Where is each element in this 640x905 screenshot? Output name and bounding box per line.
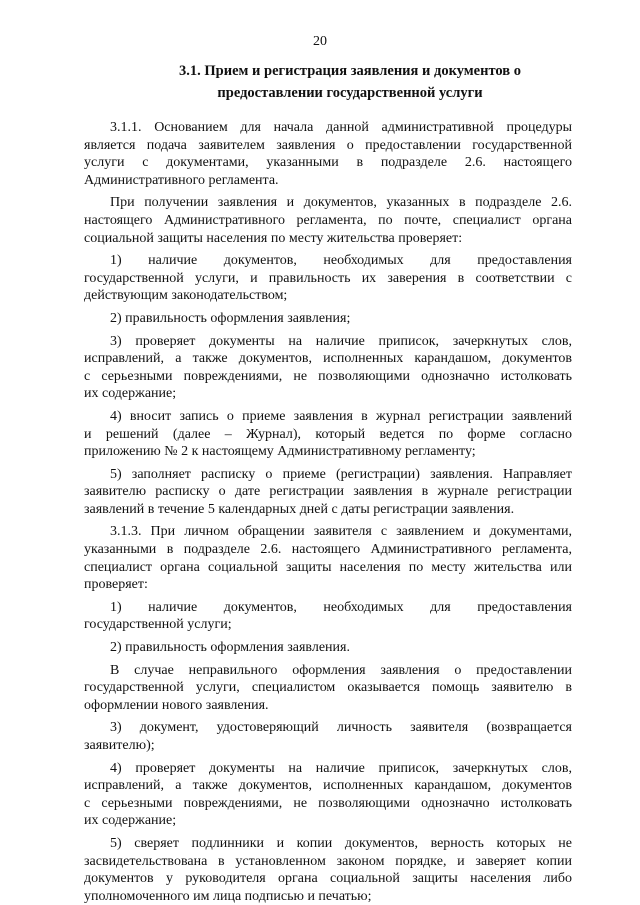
text-line: специалист органа социальной защиты населения по месту жительства или bbox=[84, 559, 572, 575]
text-line: государственной услуги; bbox=[84, 617, 232, 633]
text-line: проверяет: bbox=[84, 577, 148, 593]
text-line: указанными в подразделе 2.6. настоящего Административного регламента, bbox=[84, 542, 572, 558]
text-line: 2) правильность оформления заявления. bbox=[110, 640, 350, 656]
paragraph bbox=[84, 523, 572, 593]
text-line: засвидетельствована в установленном законом порядке, и заверяет копии bbox=[84, 853, 572, 869]
text-line: заявлений в течение 5 календарных дней с даты регистрации заявления. bbox=[84, 501, 515, 517]
section-heading bbox=[150, 60, 550, 104]
text-line: настоящего Административного регламента, по почте, специалист органа bbox=[84, 212, 572, 228]
paragraph bbox=[84, 662, 572, 715]
paragraph bbox=[84, 835, 572, 905]
text-line: услуги с документами, указанными в подразделе 2.6. настоящего bbox=[84, 155, 572, 171]
text-line: с серьезными повреждениями, не позволяющими однозначно истолковать bbox=[84, 368, 572, 384]
text-line: государственной услуги, специалистом оказывается помощь заявителю в bbox=[84, 680, 572, 696]
text-line: исправлений, а также документов, исполненных карандашом, документов bbox=[84, 778, 572, 794]
paragraph bbox=[84, 194, 572, 247]
text-line: заявителю расписку о дате регистрации заявления в журнале регистрации bbox=[84, 484, 572, 500]
text-line: В случае неправильного оформления заявления о предоставлении bbox=[110, 662, 572, 678]
text-line: заявителю); bbox=[84, 738, 155, 753]
text-line: 2) правильность оформления заявления; bbox=[110, 310, 351, 326]
text-line: 5) сверяет подлинники и копии документов, верность которых не bbox=[110, 835, 572, 851]
text-line: 5) заполняет расписку о приеме (регистрации) заявления. Направляет bbox=[110, 466, 572, 482]
text-line: 4) вносит запись о приеме заявления в журнал регистрации заявлений bbox=[110, 408, 572, 424]
text-line: социальной защиты населения по месту жительства проверяет: bbox=[84, 230, 463, 246]
text-line: с серьезными повреждениями, не позволяющими однозначно истолковать bbox=[84, 795, 572, 811]
text-line: 3.1.1. Основанием для начала данной административной процедуры bbox=[110, 120, 572, 135]
paragraph bbox=[84, 310, 572, 328]
paragraph bbox=[84, 599, 572, 634]
text-line: 4) проверяет документы на наличие приписок, зачеркнутых слов, bbox=[110, 760, 572, 776]
text-line: уполномоченного им лица подписью и печатью; bbox=[84, 888, 372, 904]
text-line: приложению № 2 к настоящему Административному регламенту; bbox=[84, 444, 476, 460]
text-line: При получении заявления и документов, указанных в подразделе 2.6. bbox=[110, 195, 572, 211]
text-line: документов у руководителя органа социальной защиты населения либо bbox=[84, 871, 572, 887]
paragraph bbox=[84, 639, 572, 657]
paragraph bbox=[84, 119, 572, 189]
text-line: 3) проверяет документы на наличие приписок, зачеркнутых слов, bbox=[110, 333, 572, 349]
paragraph bbox=[84, 719, 572, 754]
text-line: и решений (далее – Журнал), который ведется по форме согласно bbox=[84, 426, 572, 442]
text-line: их содержание; bbox=[84, 813, 177, 829]
text-line: 3) документ, удостоверяющий личность заявителя (возвращается bbox=[110, 720, 572, 736]
text-line: государственной услуги, и правильность их заверения в соответствии с bbox=[84, 270, 572, 286]
text-line: действующим законодательством; bbox=[84, 288, 288, 304]
paragraph bbox=[84, 252, 572, 305]
paragraph bbox=[84, 408, 572, 461]
text-line: 1) наличие документов, необходимых для предоставления bbox=[110, 253, 572, 269]
document-body bbox=[84, 119, 572, 905]
text-line: Административного регламента. bbox=[84, 172, 279, 188]
text-line: оформлении нового заявления. bbox=[84, 697, 269, 713]
paragraph bbox=[84, 760, 572, 830]
page-number: 20 bbox=[313, 34, 327, 49]
paragraph bbox=[84, 333, 572, 403]
text-line: исправлений, а также документов, исполненных карандашом, документов bbox=[84, 351, 572, 367]
heading-line: 3.1. Прием и регистрация заявления и документов о bbox=[179, 63, 521, 79]
text-line: 1) наличие документов, необходимых для предоставления bbox=[110, 599, 572, 615]
text-line: их содержание; bbox=[84, 386, 177, 402]
text-line: является подача заявителем заявления о предоставлении государственной bbox=[84, 137, 572, 153]
heading-line: предоставлении государственной услуги bbox=[217, 85, 483, 101]
text-line: 3.1.3. При личном обращении заявителя с заявлением и документами, bbox=[110, 524, 572, 540]
paragraph bbox=[84, 466, 572, 519]
